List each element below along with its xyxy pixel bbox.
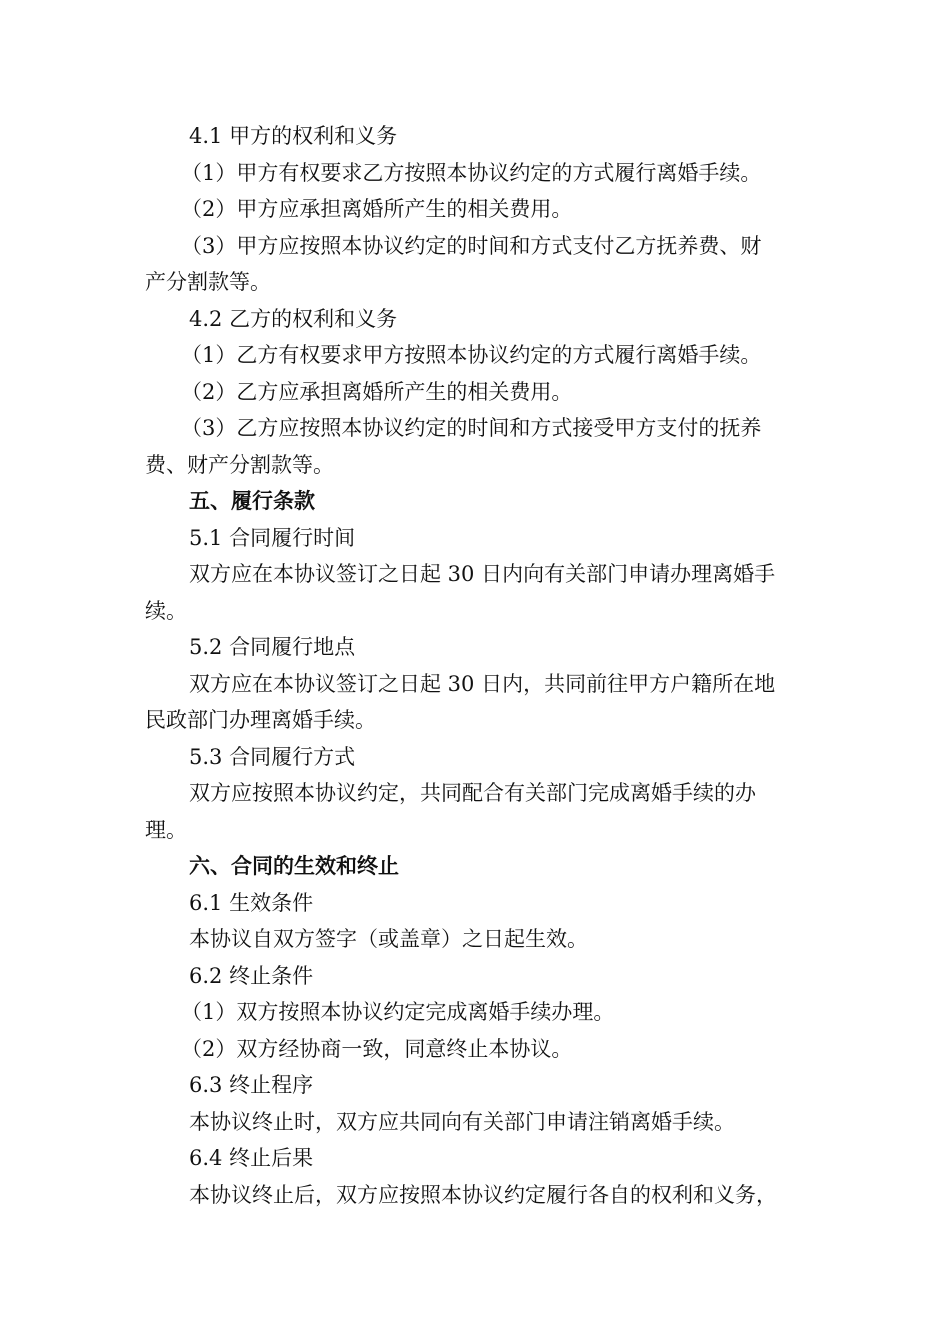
clause-6-4-title: 6.4 终止后果 [189, 1146, 314, 1170]
clause-5-2-title: 5.2 合同履行地点 [189, 635, 356, 659]
clause-6-3-title: 6.3 终止程序 [189, 1073, 314, 1097]
clause-4-1-item-3-cont: 产分割款等。 [145, 270, 271, 294]
clause-6-2-item-2: （2）双方经协商一致，同意终止本协议。 [181, 1036, 573, 1061]
clause-5-1-body: 双方应在本协议签订之日起 30 日内向有关部门申请办理离婚手 [189, 562, 776, 586]
clause-5-2-body-cont: 民政部门办理离婚手续。 [145, 708, 376, 732]
clause-6-2-item-1: （1）双方按照本协议约定完成离婚手续办理。 [181, 1000, 615, 1024]
clause-5-3-title: 5.3 合同履行方式 [189, 744, 356, 769]
clause-4-1-item-2: （2）甲方应承担离婚所产生的相关费用。 [181, 197, 573, 221]
section-5-heading: 五、履行条款 [189, 488, 315, 513]
clause-6-1-body: 本协议自双方签字（或盖章）之日起生效。 [189, 927, 588, 951]
section-6-heading: 六、合同的生效和终止 [189, 853, 399, 878]
clause-4-1-item-1: （1）甲方有权要求乙方按照本协议约定的方式履行离婚手续。 [181, 160, 762, 185]
clause-4-1-item-3: （3）甲方应按照本协议约定的时间和方式支付乙方抚养费、财 [181, 233, 762, 258]
clause-5-2-body: 双方应在本协议签订之日起 30 日内，共同前往甲方户籍所在地 [189, 671, 776, 696]
document-body [145, 118, 815, 1213]
clause-5-3-body: 双方应按照本协议约定，共同配合有关部门完成离婚手续的办 [189, 781, 756, 805]
clause-4-2-title: 4.2 乙方的权利和义务 [189, 306, 398, 331]
clause-4-2-item-3: （3）乙方应按照本协议约定的时间和方式接受甲方支付的抚养 [181, 416, 762, 440]
clause-4-1-title: 4.1 甲方的权利和义务 [189, 124, 398, 148]
clause-4-2-item-1: （1）乙方有权要求甲方按照本协议约定的方式履行离婚手续。 [181, 343, 762, 367]
clause-5-1-title: 5.1 合同履行时间 [189, 525, 356, 550]
clause-6-2-title: 6.2 终止条件 [189, 963, 314, 988]
clause-4-2-item-2: （2）乙方应承担离婚所产生的相关费用。 [181, 379, 573, 404]
clause-4-2-item-3-cont: 费、财产分割款等。 [145, 452, 334, 477]
clause-6-4-body: 本协议终止后，双方应按照本协议约定履行各自的权利和义务， [189, 1182, 777, 1207]
clause-6-1-title: 6.1 生效条件 [189, 890, 314, 915]
clause-5-1-body-cont: 续。 [145, 598, 187, 623]
clause-6-3-body: 本协议终止时，双方应共同向有关部门申请注销离婚手续。 [189, 1109, 735, 1134]
clause-5-3-body-cont: 理。 [145, 817, 187, 842]
